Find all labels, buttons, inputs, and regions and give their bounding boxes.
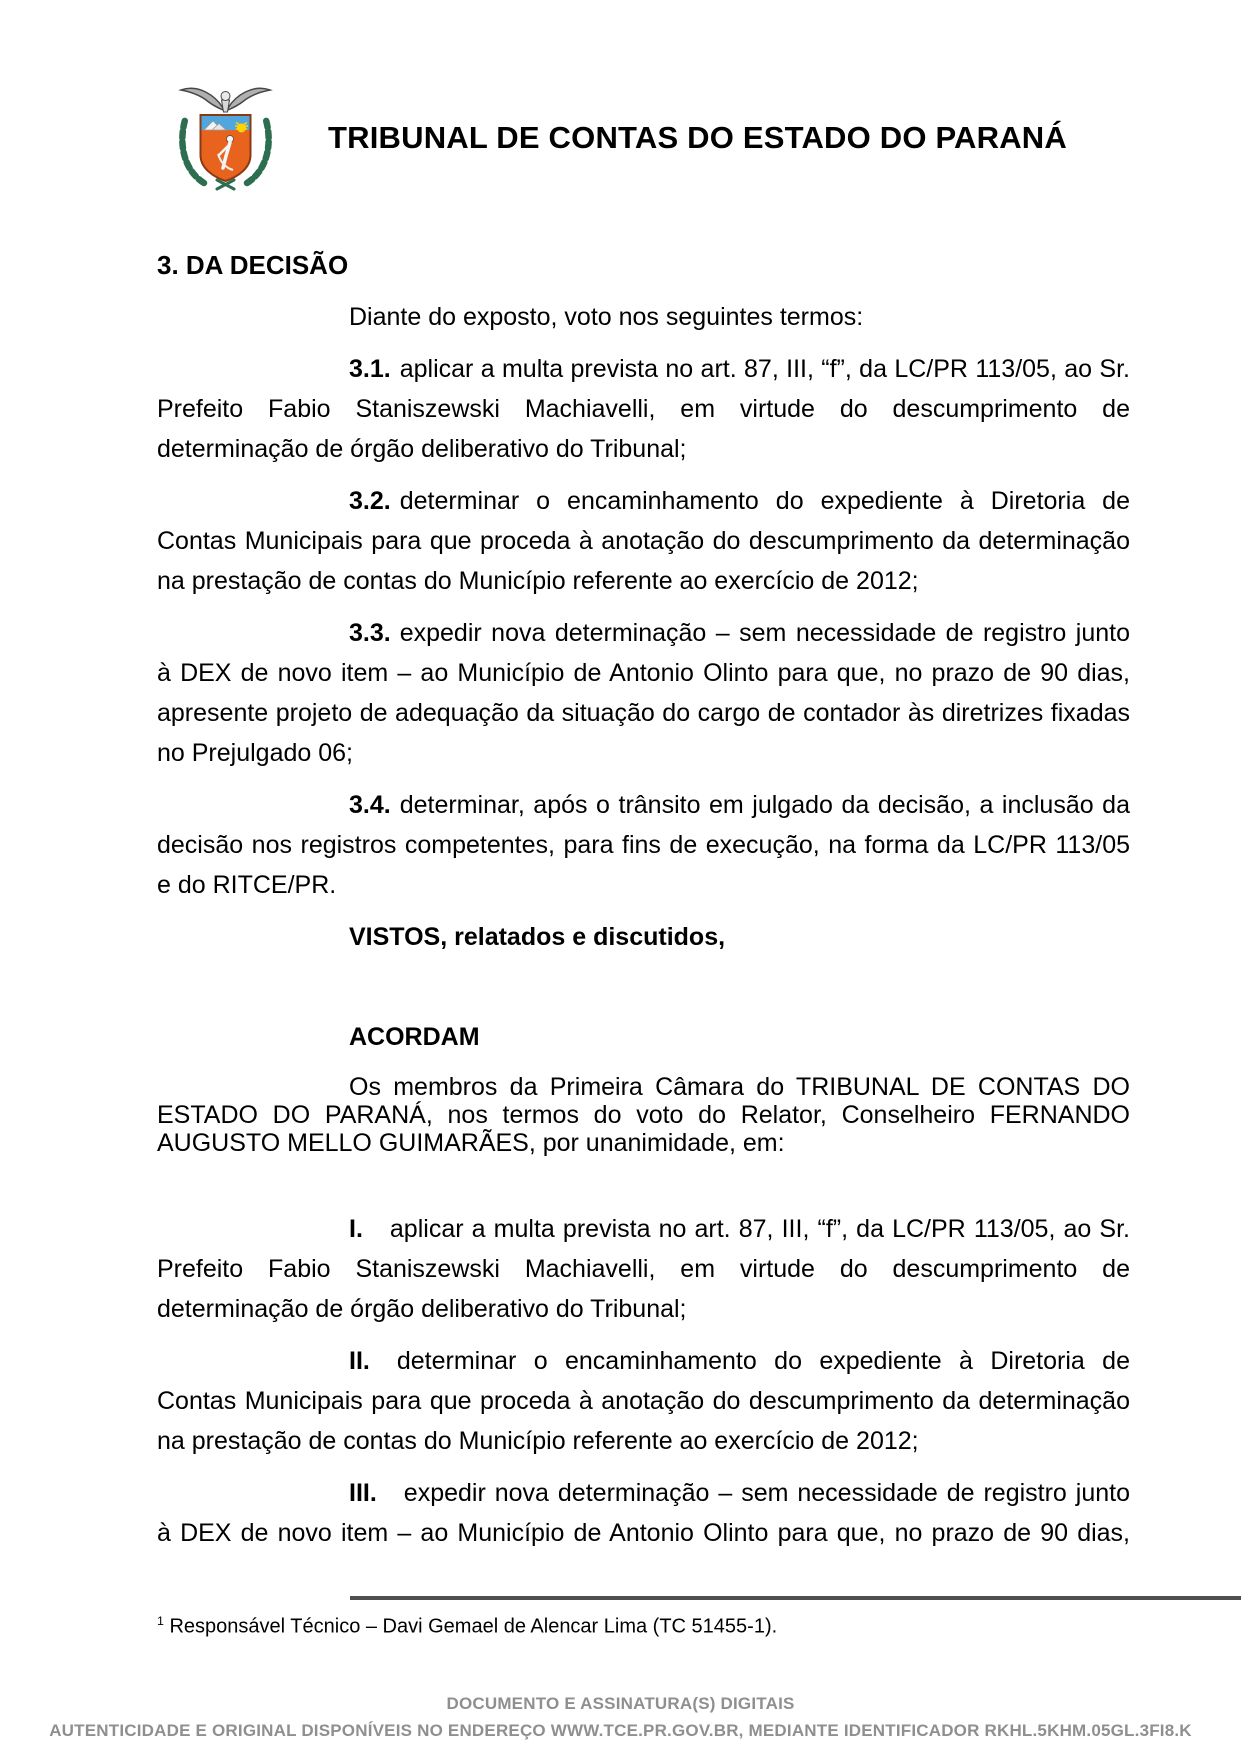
paragraph-3-3 <box>157 613 1130 773</box>
footer-line-authenticity: AUTENTICIDADE E ORIGINAL DISPONÍVEIS NO ENDEREÇO WWW.TCE.PR.GOV.BR, MEDIANTE IDENTIFICADOR RKHL.5KHM.05GL.3FI8.K <box>49 1721 1192 1740</box>
footnote-body: Responsável Técnico – Davi Gemael de Alencar Lima (TC 51455-1). <box>169 1615 778 1638</box>
paragraph-acordam <box>157 1017 1130 1057</box>
paragraph-3-1 <box>157 349 1130 469</box>
item-marker: 3.4. <box>349 791 391 819</box>
item-marker: 3.3. <box>349 619 391 647</box>
paragraph-item-III <box>157 1473 1130 1553</box>
item-marker: 3.1. <box>349 355 391 383</box>
paragraph-text: ACORDAM <box>349 1023 480 1051</box>
header <box>157 80 1130 195</box>
paragraph-intro <box>157 297 1130 337</box>
paragraph-vistos <box>157 917 1130 957</box>
page-footer <box>0 1690 1241 1744</box>
paragraph-os-membros <box>157 1073 1130 1157</box>
paragraph-text: determinar o encaminhamento do expediente à Diretoria de Contas Municipais para que proceda à anotação do descumprimento da determinação na prestação de contas do Município referente ao exercício de 2012; <box>157 487 1130 595</box>
item-marker: 3.2. <box>349 487 391 515</box>
paragraph-item-II <box>157 1341 1130 1461</box>
footnote-separator <box>350 1596 1241 1600</box>
paragraph-text: VISTOS, relatados e discutidos, <box>349 923 726 951</box>
item-marker: I. <box>349 1215 363 1243</box>
paragraph-text: expedir nova determinação – sem necessidade de registro junto à DEX de novo item – ao Município de Antonio Olinto para que, no prazo de 90 dias, <box>157 1479 1130 1547</box>
paragraph-text: determinar, após o trânsito em julgado da decisão, a inclusão da decisão nos registros competentes, para fins de execução, na forma da LC/PR 113/05 e do RITCE/PR. <box>157 791 1130 899</box>
footnote-marker: 1 <box>157 1614 164 1628</box>
parana-coat-of-arms-icon <box>173 80 278 195</box>
section-heading: 3. DA DECISÃO <box>157 250 349 280</box>
paragraph-3-2 <box>157 481 1130 601</box>
paragraph-text: aplicar a multa prevista no art. 87, III, “f”, da LC/PR 113/05, ao Sr. Prefeito Fabio Staniszewski Machiavelli, em virtude do descumprimento de determinação de órgão deliberativo do Tribunal; <box>157 1215 1130 1323</box>
paragraph-item-I <box>157 1209 1130 1329</box>
paragraph-text: Os membros da Primeira Câmara do TRIBUNAL DE CONTAS DO ESTADO DO PARANÁ, nos termos do voto do Relator, Conselheiro FERNANDO AUGUSTO MELLO GUIMARÃES, por unanimidade, em: <box>157 1073 1130 1157</box>
footnote <box>157 1596 1241 1640</box>
paragraph-text: determinar o encaminhamento do expediente à Diretoria de Contas Municipais para que proceda à anotação do descumprimento da determinação na prestação de contas do Município referente ao exercício de 2012; <box>157 1347 1130 1455</box>
paragraph-text: expedir nova determinação – sem necessidade de registro junto à DEX de novo item – ao Município de Antonio Olinto para que, no prazo de 90 dias, apresente projeto de adequação da situação do cargo de contador às diretrizes fixadas no Prejulgado 06; <box>157 619 1130 767</box>
item-marker: II. <box>349 1347 370 1375</box>
page-title: TRIBUNAL DE CONTAS DO ESTADO DO PARANÁ <box>328 119 1067 155</box>
paragraph-text: Diante do exposto, voto nos seguintes termos: <box>349 303 864 331</box>
footnote-text <box>157 1609 1241 1640</box>
paragraph-3-4 <box>157 785 1130 905</box>
document-content <box>157 0 1130 1553</box>
footer-line-digital-signature: DOCUMENTO E ASSINATURA(S) DIGITAIS <box>446 1694 795 1713</box>
paragraph-text: aplicar a multa prevista no art. 87, III, “f”, da LC/PR 113/05, ao Sr. Prefeito Fabio Staniszewski Machiavelli, em virtude do descumprimento de determinação de órgão deliberativo do Tribunal; <box>157 355 1130 463</box>
item-marker: III. <box>349 1479 377 1507</box>
